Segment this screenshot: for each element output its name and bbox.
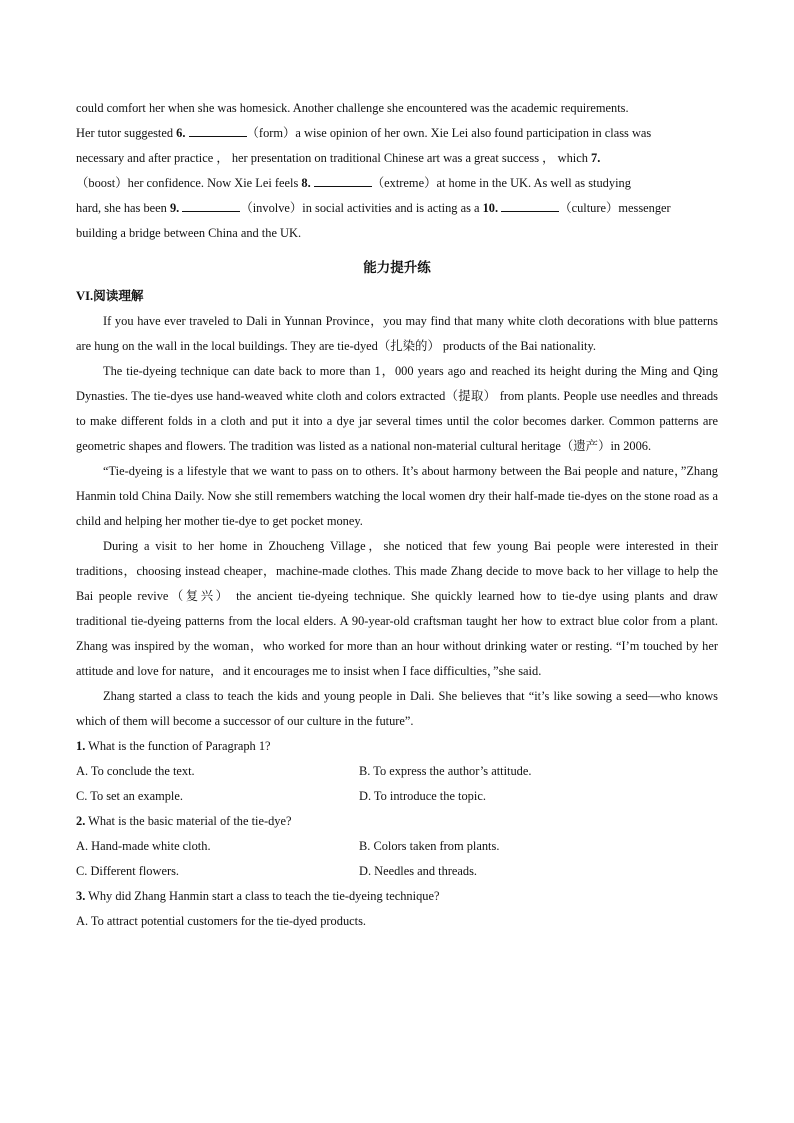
option-a[interactable]: A. Hand-made white cloth. bbox=[76, 839, 211, 853]
blank-8[interactable] bbox=[314, 174, 372, 187]
question-2 bbox=[76, 809, 718, 884]
option-d[interactable]: D. Needles and threads. bbox=[359, 864, 478, 878]
passage-paragraph: If you have ever traveled to Dali in Yunnan Province，you may find that many white cloth decorations with blue patterns are hung on the wall in the local buildings. They are tie-dyed（扎染的） products of the Bai nationality. bbox=[76, 314, 718, 353]
section-title: 能力提升练 bbox=[363, 260, 431, 276]
cloze-text: （boost）her confidence. Now Xie Lei feels bbox=[76, 176, 302, 190]
option-c[interactable]: C. Different flowers. bbox=[76, 864, 179, 878]
option-a[interactable]: A. To conclude the text. bbox=[76, 764, 195, 778]
option-row bbox=[76, 834, 718, 859]
passage-paragraph: “Tie-dyeing is a lifestyle that we want to pass on to others. It’s about harmony between the Bai people and nature，”Zhang Hanmin told China Daily. Now she still remembers watching the local women dry their half-made tie-dyes on the stone road as a child and helping her mother tie-dye to get pocket money. bbox=[76, 464, 718, 528]
blank-number-8: 8. bbox=[301, 176, 311, 190]
option-a[interactable]: A. To attract potential customers for the tie-dyed products. bbox=[76, 914, 366, 928]
cloze-text: necessary and after practice ， her presentation on traditional Chinese art was a great success ， which bbox=[76, 151, 592, 165]
blank-9[interactable] bbox=[182, 199, 240, 212]
option-row bbox=[76, 859, 718, 884]
cloze-text: building a bridge between China and the UK. bbox=[76, 226, 302, 240]
cloze-line bbox=[76, 196, 718, 221]
blank-number-6: 6. bbox=[176, 126, 186, 140]
option-d[interactable]: D. To introduce the topic. bbox=[359, 789, 486, 803]
question-text: Why did Zhang Hanmin start a class to teach the tie-dyeing technique? bbox=[85, 889, 440, 903]
cloze-text: （extreme）at home in the UK. As well as studying bbox=[371, 176, 631, 190]
question-text: What is the function of Paragraph 1? bbox=[85, 739, 271, 753]
option-row bbox=[76, 759, 718, 784]
question-stem bbox=[76, 734, 718, 759]
cloze-text: could comfort her when she was homesick. Another challenge she encountered was the academic requirements. bbox=[76, 101, 629, 115]
blank-number-7: 7. bbox=[591, 151, 601, 165]
option-b[interactable]: B. Colors taken from plants. bbox=[359, 839, 500, 853]
question-stem bbox=[76, 809, 718, 834]
cloze-text: （involve）in social activities and is acting as a bbox=[240, 201, 483, 215]
cloze-line bbox=[76, 121, 718, 146]
passage-paragraph: During a visit to her home in Zhoucheng Village，she noticed that few young Bai people were interested in their traditions，choosing instead cheaper，machine-made clothes. This made Zhang decide to move back to her village to help the Bai people revive（复兴） the ancient tie-dyeing technique. She quickly learned how to tie-dye using plants and draw traditional tie-dyeing patterns from the local elders. A 90-year-old craftsman taught her how to extract blue color from a plant. Zhang was inspired by the woman，who worked for more than an hour without drinking water or resting. “I’m touched by her attitude and love for nature，and it encourages me to insist when I face difficulties，”she said. bbox=[76, 539, 718, 678]
question-text: What is the basic material of the tie-dye? bbox=[85, 814, 292, 828]
cloze-line bbox=[76, 171, 718, 196]
reading-passage bbox=[76, 309, 718, 734]
cloze-line bbox=[76, 146, 718, 171]
document-page bbox=[76, 96, 718, 934]
section-subheading: VI.阅读理解 bbox=[76, 289, 144, 303]
blank-6[interactable] bbox=[189, 124, 247, 137]
cloze-text: （form）a wise opinion of her own. Xie Lei also found participation in class was bbox=[246, 126, 652, 140]
option-c[interactable]: C. To set an example. bbox=[76, 789, 183, 803]
passage-paragraph: Zhang started a class to teach the kids and young people in Dali. She believes that “it’s like sowing a seed—who knows which of them will become a successor of our culture in the future”. bbox=[76, 689, 718, 728]
cloze-line bbox=[76, 221, 718, 246]
question-number: 2. bbox=[76, 814, 86, 828]
cloze-passage bbox=[76, 96, 718, 246]
question-3 bbox=[76, 884, 718, 934]
blank-number-10: 10. bbox=[482, 201, 499, 215]
question-stem bbox=[76, 884, 718, 909]
cloze-text: （culture）messenger bbox=[559, 201, 671, 215]
question-1 bbox=[76, 734, 718, 809]
cloze-line bbox=[76, 96, 718, 121]
blank-number-9: 9. bbox=[169, 201, 180, 215]
option-row bbox=[76, 909, 718, 934]
passage-paragraph: The tie-dyeing technique can date back to more than 1，000 years ago and reached its height during the Ming and Qing Dynasties. The tie-dyes use hand-weaved white cloth and colors extracted（提取） from plants. People use needles and threads to make different folds in a cloth and put it into a dye jar several times until the color becomes darker. Common patterns are geometric shapes and flowers. The tradition was listed as a national non-material cultural heritage（遗产）in 2006. bbox=[76, 364, 718, 453]
blank-10[interactable] bbox=[501, 199, 559, 212]
cloze-text: Her tutor suggested bbox=[76, 126, 177, 140]
question-number: 3. bbox=[76, 889, 86, 903]
option-b[interactable]: B. To express the author’s attitude. bbox=[359, 764, 532, 778]
cloze-text: hard, she has been bbox=[76, 201, 170, 215]
option-row bbox=[76, 784, 718, 809]
question-number: 1. bbox=[76, 739, 86, 753]
